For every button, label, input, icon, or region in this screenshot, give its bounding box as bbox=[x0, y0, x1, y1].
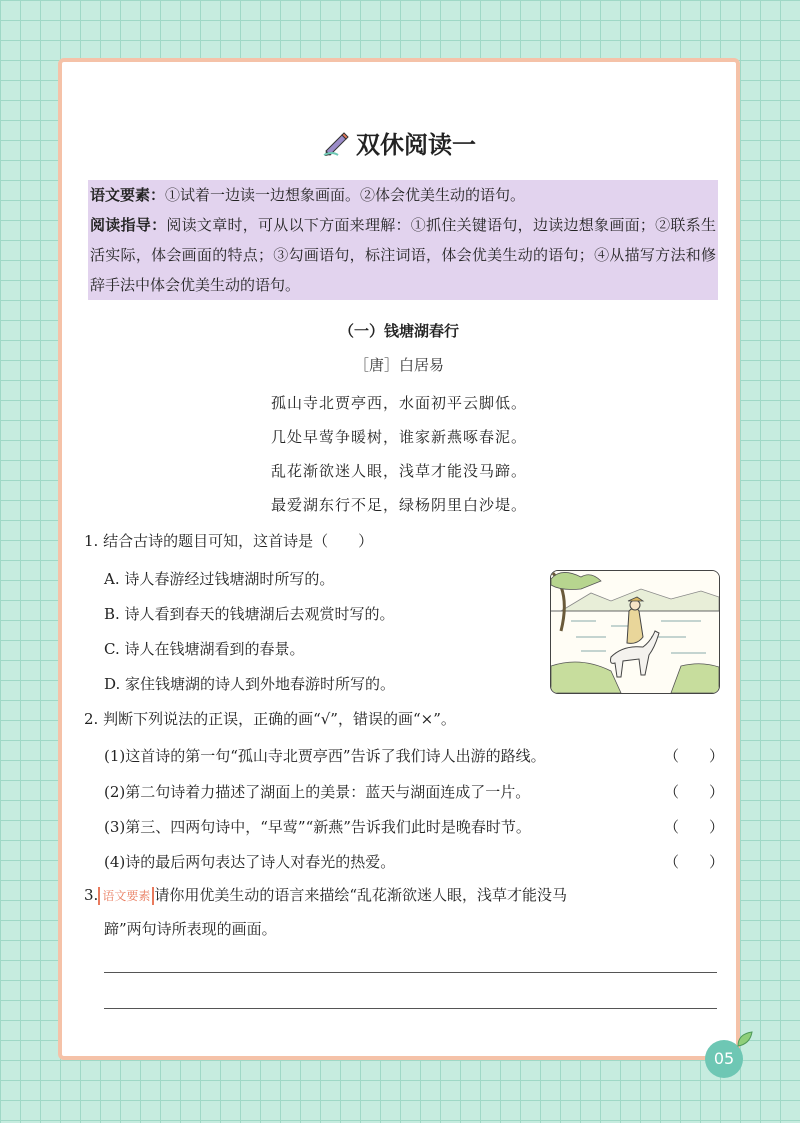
poem-title: （一）钱塘湖春行 bbox=[338, 322, 459, 340]
answer-paren[interactable]: （ ） bbox=[663, 747, 724, 765]
question-3-number: 3. bbox=[84, 886, 99, 904]
question-3-stem bbox=[84, 884, 714, 906]
guide-paragraph bbox=[90, 210, 716, 300]
question-3-line-2: 蹄”两句诗所表现的画面。 bbox=[104, 920, 277, 938]
requirements-label: 语文要素： bbox=[90, 186, 166, 204]
question-2-item-text: (2)第二句诗着力描述了湖面上的美景：蓝天与湖面连成了一片。 bbox=[104, 783, 531, 801]
requirements-text: ①试着一边读一边想象画面。②体会优美生动的语句。 bbox=[165, 186, 526, 204]
guide-text: 阅读文章时，可从以下方面来理解：①抓住关键语句，边读边想象画面；②联系生活实际，体会画面的特点；③勾画语句，标注词语，体会优美生动的语句；④从描写方法和修辞手法中体会优美生动的语句。 bbox=[90, 216, 716, 294]
question-2-stem: 2. 判断下列说法的正误，正确的画“√”，错误的画“×”。 bbox=[84, 710, 456, 728]
requirements-line bbox=[90, 180, 716, 210]
answer-paren[interactable]: （ ） bbox=[663, 853, 724, 871]
answer-line[interactable] bbox=[104, 1008, 717, 1009]
worksheet-page bbox=[58, 58, 740, 1060]
answer-paren[interactable]: （ ） bbox=[663, 783, 724, 801]
question-1-option-a[interactable]: A. 诗人春游经过钱塘湖时所写的。 bbox=[104, 570, 335, 588]
question-1-stem: 1. 结合古诗的题目可知，这首诗是（ ） bbox=[84, 532, 374, 550]
title-area bbox=[62, 125, 736, 161]
answer-line[interactable] bbox=[104, 972, 717, 973]
page-title bbox=[322, 125, 476, 160]
question-3-tag: 语文要素 bbox=[98, 887, 154, 905]
poem-line: 最爱湖东行不足，绿杨阴里白沙堤。 bbox=[270, 496, 527, 514]
answer-paren[interactable]: （ ） bbox=[663, 818, 724, 836]
question-2-item-4 bbox=[104, 851, 724, 873]
question-2-item-2 bbox=[104, 781, 724, 803]
poem-line: 几处早莺争暖树，谁家新燕啄春泥。 bbox=[270, 428, 527, 446]
poem-body bbox=[62, 386, 736, 522]
requirements-box bbox=[88, 180, 718, 300]
page-number-badge: 05 bbox=[705, 1040, 743, 1078]
question-1-option-d[interactable]: D. 家住钱塘湖的诗人到外地春游时所写的。 bbox=[104, 675, 396, 693]
poem-line: 乱花渐欲迷人眼，浅草才能没马蹄。 bbox=[270, 462, 527, 480]
poem-line: 孤山寺北贾亭西，水面初平云脚低。 bbox=[270, 394, 527, 412]
question-2-item-3 bbox=[104, 816, 724, 838]
guide-label: 阅读指导： bbox=[90, 216, 167, 234]
poem-author: ［唐］白居易 bbox=[353, 356, 444, 374]
question-2-item-text: (4)诗的最后两句表达了诗人对春光的热爱。 bbox=[104, 853, 396, 871]
question-2-item-text: (1)这首诗的第一句“孤山寺北贾亭西”告诉了我们诗人出游的路线。 bbox=[104, 747, 546, 765]
poem-illustration bbox=[550, 570, 720, 694]
leaf-icon bbox=[736, 1030, 754, 1048]
question-1-option-c[interactable]: C. 诗人在钱塘湖看到的春景。 bbox=[104, 640, 305, 658]
question-2-item-text: (3)第三、四两句诗中，“早莺”“新燕”告诉我们此时是晚春时节。 bbox=[104, 818, 531, 836]
pencil-icon bbox=[322, 129, 350, 157]
question-2-item-1 bbox=[104, 745, 724, 767]
question-1-option-b[interactable]: B. 诗人看到春天的钱塘湖后去观赏时写的。 bbox=[104, 605, 395, 623]
title-text: 双休阅读一 bbox=[356, 131, 476, 159]
question-3-line-1: 请你用优美生动的语言来描绘“乱花渐欲迷人眼，浅草才能没马 bbox=[154, 886, 567, 904]
